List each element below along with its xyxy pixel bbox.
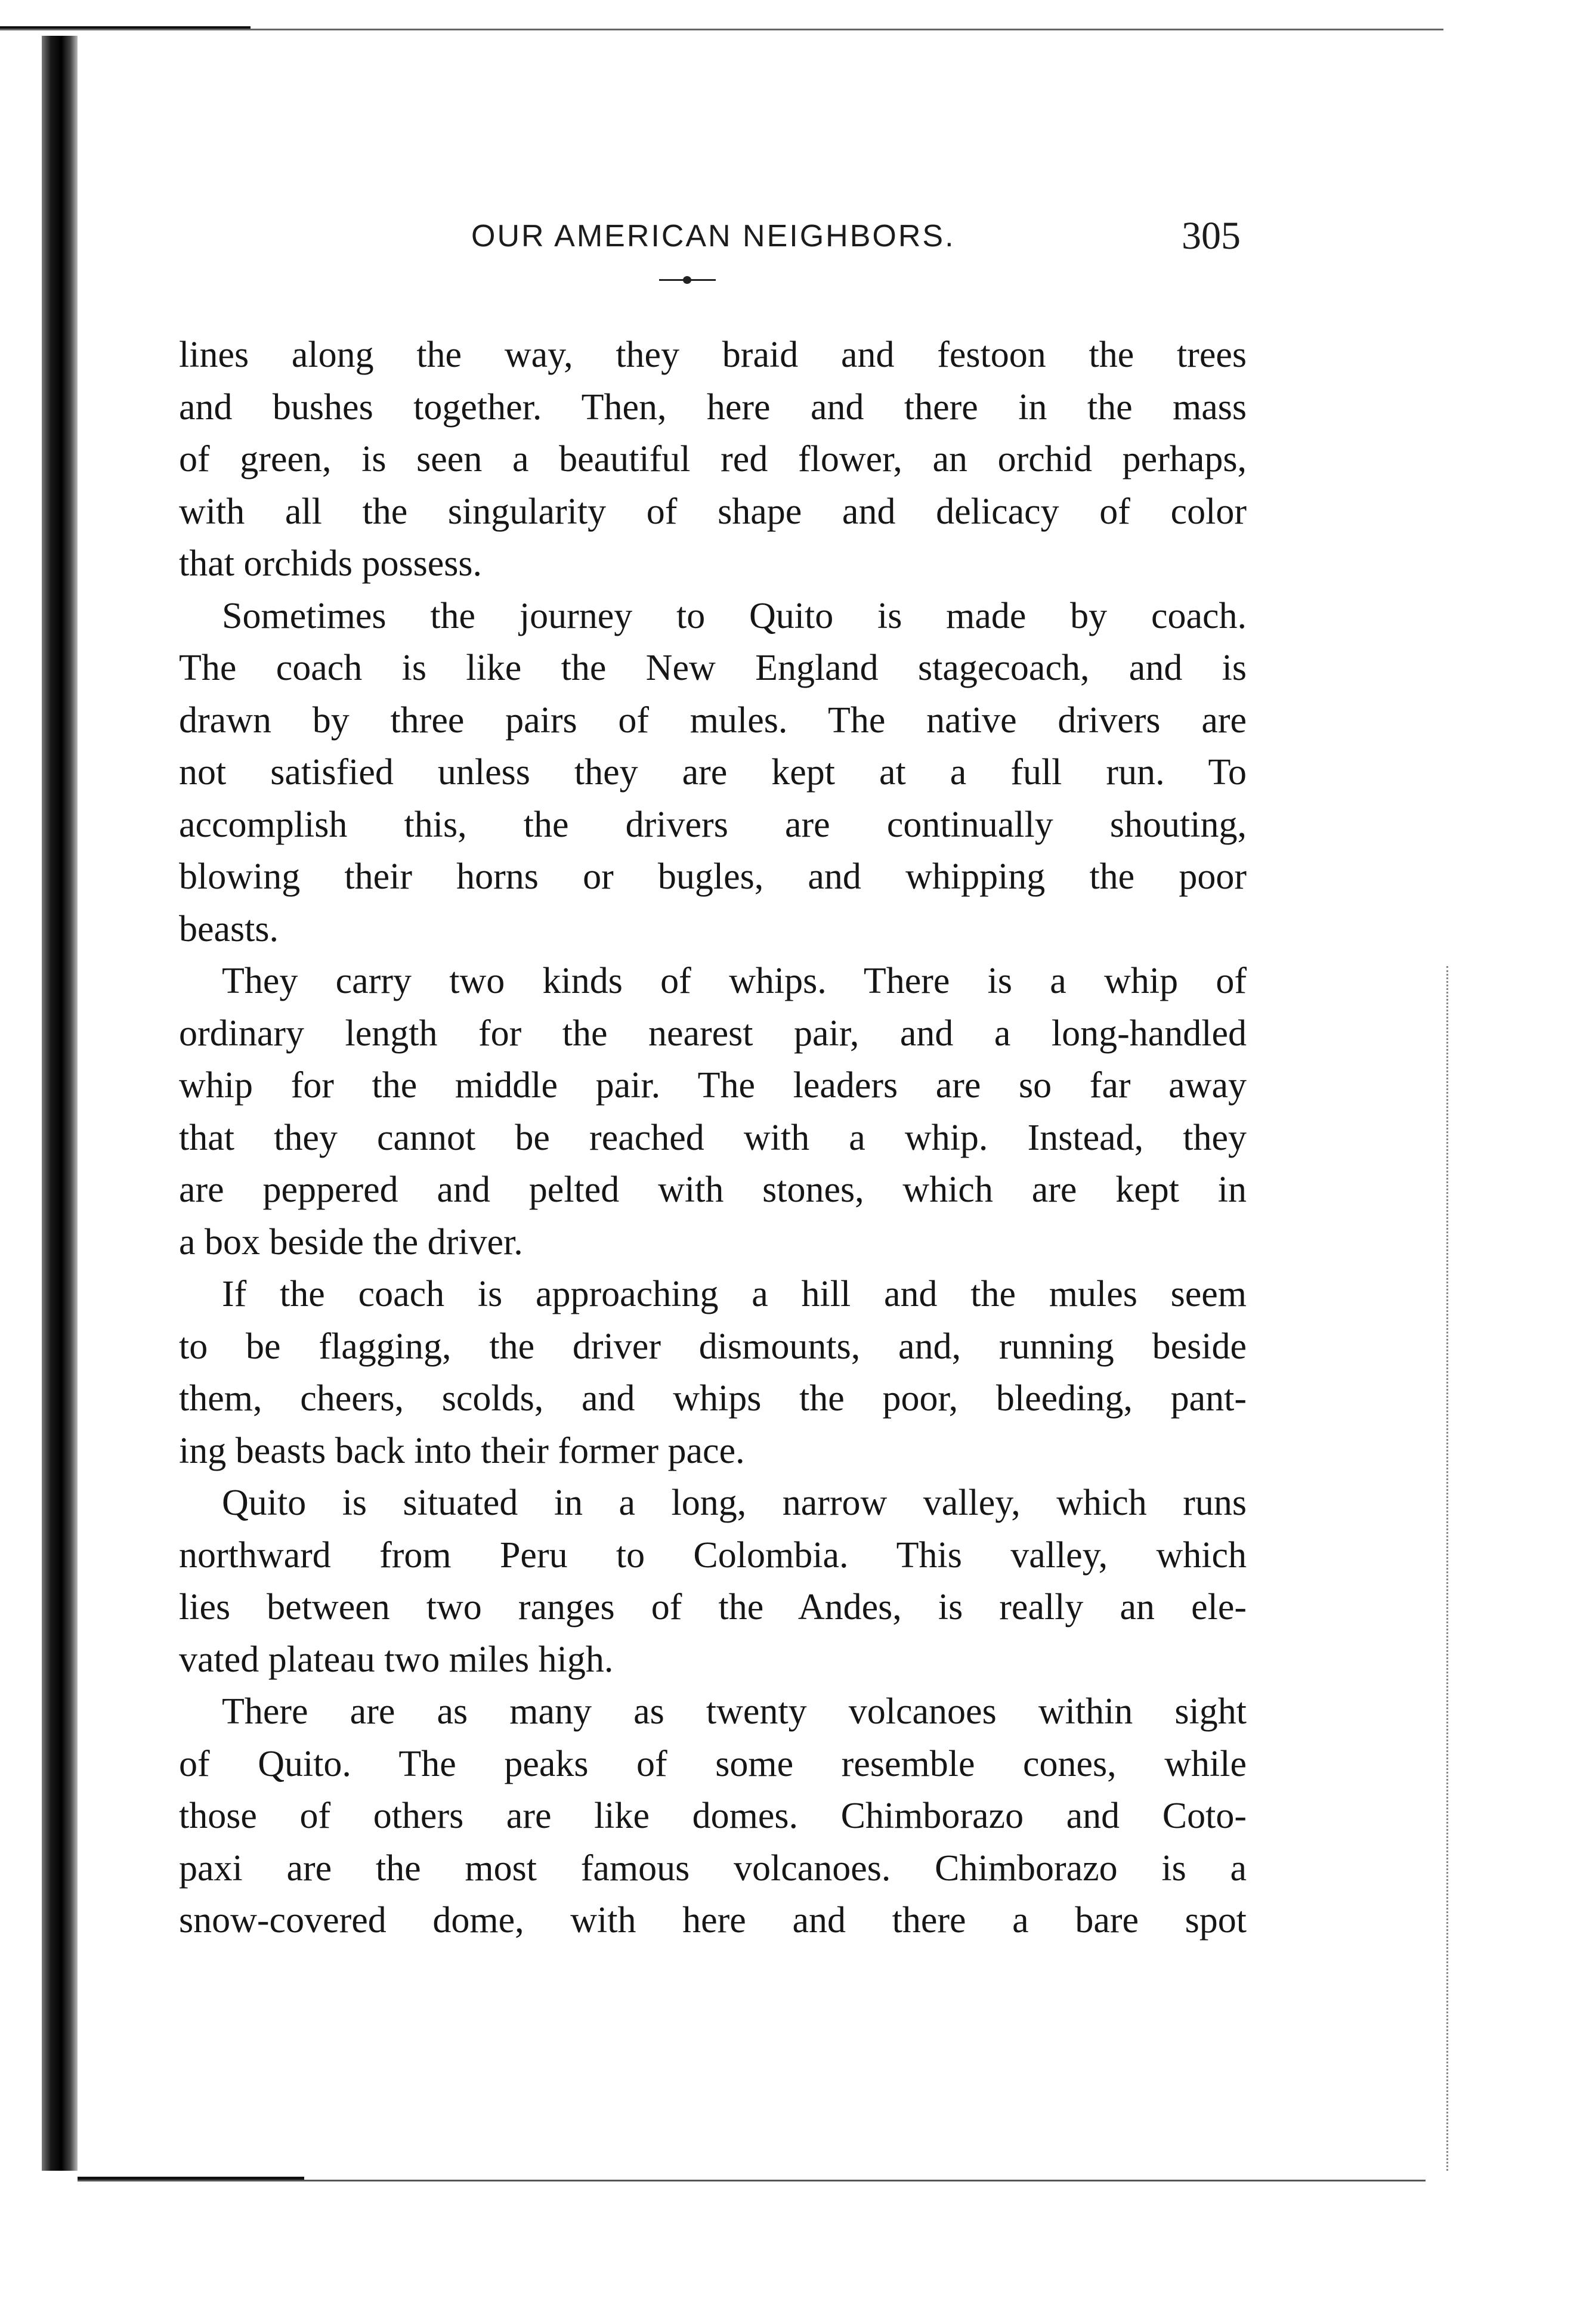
text-line: ordinary length for the nearest pair, and a long-handled — [179, 1013, 1247, 1054]
text-line: The coach is like the New England stagecoach, and is — [179, 648, 1247, 688]
running-header — [179, 213, 1241, 267]
scan-edge-dots-right — [1446, 966, 1448, 2171]
text-line: accomplish this, the drivers are continually shouting, — [179, 804, 1247, 845]
running-title: OUR AMERICAN NEIGHBORS. — [471, 219, 956, 253]
text-line: with all the singularity of shape and delicacy of color — [179, 491, 1247, 532]
text-line: that orchids possess. — [179, 543, 483, 584]
text-line: beasts. — [179, 908, 279, 949]
text-line: northward from Peru to Colombia. This valley, which — [179, 1534, 1247, 1576]
book-binding-shadow — [42, 36, 78, 2171]
text-line: and bushes together. Then, here and there in the mass — [179, 386, 1247, 428]
text-line: blowing their horns or bugles, and whipping the poor — [179, 856, 1247, 897]
text-line: snow-covered dome, with here and there a bare spot — [179, 1900, 1247, 1941]
text-line: to be flagging, the driver dismounts, and, running beside — [179, 1326, 1247, 1367]
page-number: 305 — [1182, 214, 1241, 258]
header-ornament — [659, 276, 716, 284]
text-line: If the coach is approaching a hill and the mules seem — [222, 1274, 1247, 1314]
text-line: Quito is situated in a long, narrow valley, which runs — [222, 1483, 1247, 1523]
text-line: paxi are the most famous volcanoes. Chimborazo is a — [179, 1848, 1247, 1889]
scan-edge-line-top — [0, 29, 1443, 30]
text-line: lies between two ranges of the Andes, is really an ele- — [179, 1587, 1247, 1627]
text-line: are peppered and pelted with stones, which are kept in — [179, 1169, 1247, 1210]
ornament-dot — [683, 276, 691, 284]
text-line: Sometimes the journey to Quito is made by coach. — [222, 595, 1247, 636]
text-line: that they cannot be reached with a whip. Instead, they — [179, 1117, 1247, 1158]
text-line: vated plateau two miles high. — [179, 1639, 614, 1680]
text-line: them, cheers, scolds, and whips the poor, bleeding, pant- — [179, 1378, 1247, 1419]
text-line: lines along the way, they braid and festoon the trees — [179, 335, 1247, 375]
text-line: They carry two kinds of whips. There is a whip of — [222, 961, 1247, 1001]
body-text — [179, 329, 1247, 1947]
text-line: a box beside the driver. — [179, 1221, 523, 1262]
text-line: those of others are like domes. Chimborazo and Coto- — [179, 1796, 1247, 1836]
text-line: of Quito. The peaks of some resemble cones, while — [179, 1743, 1247, 1784]
text-line: whip for the middle pair. The leaders are so far away — [179, 1065, 1247, 1106]
text-line: There are as many as twenty volcanoes within sight — [222, 1691, 1247, 1732]
text-line: drawn by three pairs of mules. The native drivers are — [179, 700, 1247, 741]
scan-edge-line-bottom — [78, 2180, 1426, 2181]
text-line: not satisfied unless they are kept at a full run. To — [179, 752, 1247, 793]
text-line: of green, is seen a beautiful red flower, an orchid perhaps, — [179, 439, 1247, 479]
text-line: ing beasts back into their former pace. — [179, 1430, 745, 1471]
